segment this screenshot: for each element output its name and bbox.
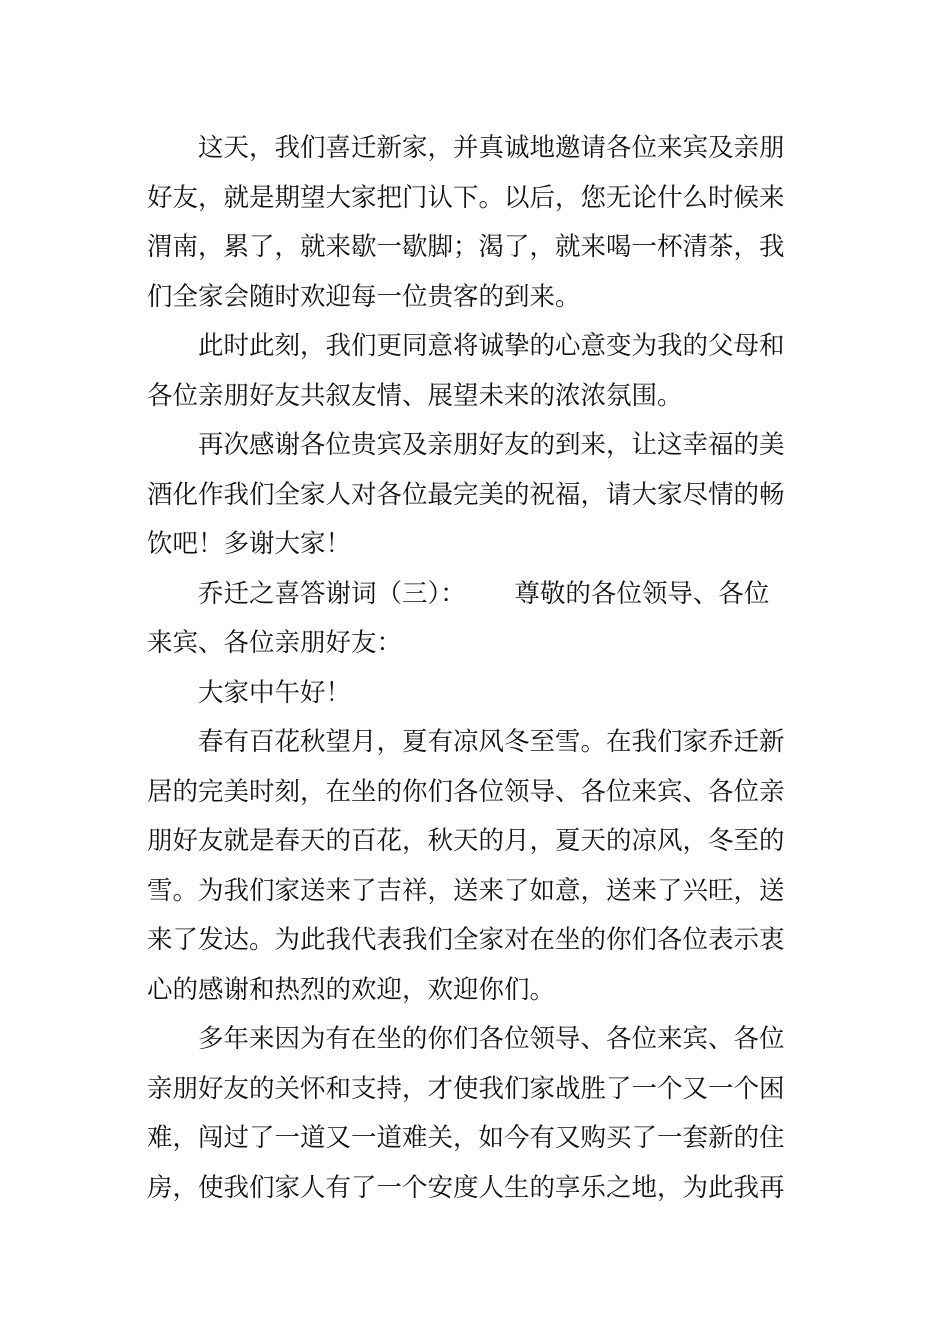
text-line: 多年来因为有在坐的你们各位领导、各位来宾、各位 (198, 1024, 785, 1054)
text-line: 此时此刻，我们更同意将诚挚的心意变为我的父母和 (198, 331, 785, 361)
text-line: 这天，我们喜迁新家，并真诚地邀请各位来宾及亲朋 (198, 133, 785, 163)
document-body (147, 124, 807, 1213)
section-heading-line: 乔迁之喜答谢词（三）： 尊敬的各位领导、各位 (198, 578, 770, 609)
text-line: 再次感谢各位贵宾及亲朋好友的到来，让这幸福的美 (198, 430, 785, 460)
text-line: 亲朋好友的关怀和支持，才使我们家战胜了一个又一个困 (147, 1073, 785, 1104)
text-line: 雪。为我们家送来了吉祥，送来了如意，送来了兴旺，送 (147, 875, 785, 906)
text-line: 酒化作我们全家人对各位最完美的祝福，请大家尽情的畅 (147, 479, 785, 510)
text-line: 来宾、各位亲朋好友： (147, 628, 403, 658)
greeting-line: 大家中午好！ (198, 677, 352, 708)
text-line: 各位亲朋好友共叙友情、展望未来的浓浓氛围。 (147, 380, 683, 411)
text-line: 们全家会随时欢迎每一位贵客的到来。 (147, 281, 581, 312)
text-line: 好友，就是期望大家把门认下。以后，您无论什么时候来 (147, 182, 785, 213)
text-line: 饮吧！多谢大家！ (147, 529, 352, 559)
text-line: 朋好友就是春天的百花，秋天的月，夏天的凉风，冬至的 (147, 826, 785, 856)
text-line: 难，闯过了一道又一道难关，如今有又购买了一套新的住 (147, 1123, 785, 1153)
text-line: 心的感谢和热烈的欢迎，欢迎你们。 (147, 974, 556, 1005)
text-line: 春有百花秋望月，夏有凉风冬至雪。在我们家乔迁新 (198, 727, 785, 757)
text-line: 居的完美时刻，在坐的你们各位领导、各位来宾、各位亲 (147, 776, 785, 807)
text-line: 来了发达。为此我代表我们全家对在坐的你们各位表示衷 (147, 925, 785, 955)
text-line: 渭南，累了，就来歇一歇脚；渴了，就来喝一杯清茶，我 (147, 232, 785, 262)
text-line: 房，使我们家人有了一个安度人生的享乐之地，为此我再 (147, 1172, 785, 1203)
